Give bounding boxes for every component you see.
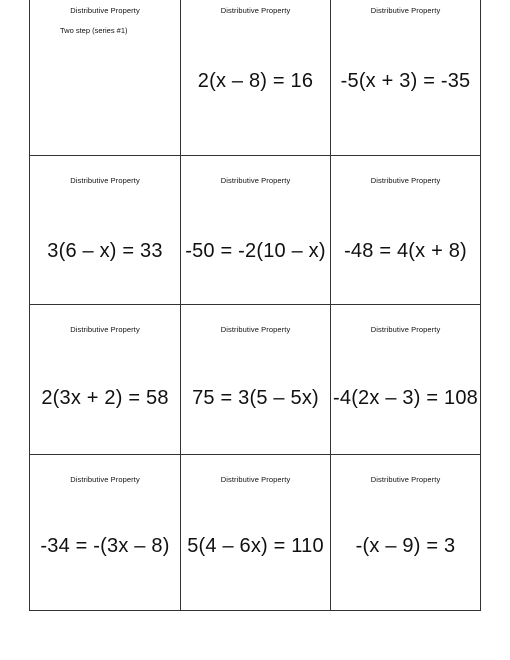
card-heading: Distributive Property [220, 475, 291, 484]
card-heading: Distributive Property [370, 176, 441, 185]
equation-text: 75 = 3(5 – 5x) [192, 387, 319, 409]
card-heading: Distributive Property [370, 6, 441, 15]
card-title [30, 0, 181, 155]
equation-text: -48 = 4(x + 8) [344, 240, 467, 262]
card-heading: Distributive Property [220, 6, 291, 15]
equation-card [181, 304, 331, 454]
equation-card [331, 304, 481, 454]
card-heading: Distributive Property [70, 475, 140, 484]
equation-card [331, 454, 481, 611]
equation-card [30, 304, 181, 454]
card-heading: Distributive Property [370, 325, 441, 334]
card-heading: Distributive Property [220, 176, 291, 185]
equation-card [181, 454, 331, 611]
card-heading: Distributive Property [220, 325, 291, 334]
worksheet-card-grid [29, 0, 480, 611]
equation-card [181, 155, 331, 304]
equation-card [181, 0, 331, 155]
worksheet-subtitle: Two step (series #1) [60, 26, 128, 35]
equation-text: 3(6 – x) = 33 [47, 240, 163, 262]
equation-text: 2(x – 8) = 16 [197, 70, 314, 92]
equation-text: 2(3x + 2) = 58 [41, 387, 169, 409]
equation-card [331, 0, 481, 155]
equation-card [30, 454, 181, 611]
equation-text: -34 = -(3x – 8) [40, 535, 170, 557]
equation-text: 5(4 – 6x) = 110 [187, 535, 324, 557]
equation-text: -4(2x – 3) = 108 [333, 387, 478, 409]
card-heading: Distributive Property [370, 475, 441, 484]
card-heading: Distributive Property [70, 6, 140, 15]
equation-card [30, 155, 181, 304]
equation-text: -(x – 9) = 3 [355, 535, 456, 557]
equation-text: -50 = -2(10 – x) [185, 240, 326, 262]
card-heading: Distributive Property [70, 176, 140, 185]
equation-card [331, 155, 481, 304]
equation-text: -5(x + 3) = -35 [340, 70, 471, 92]
card-heading: Distributive Property [70, 325, 140, 334]
